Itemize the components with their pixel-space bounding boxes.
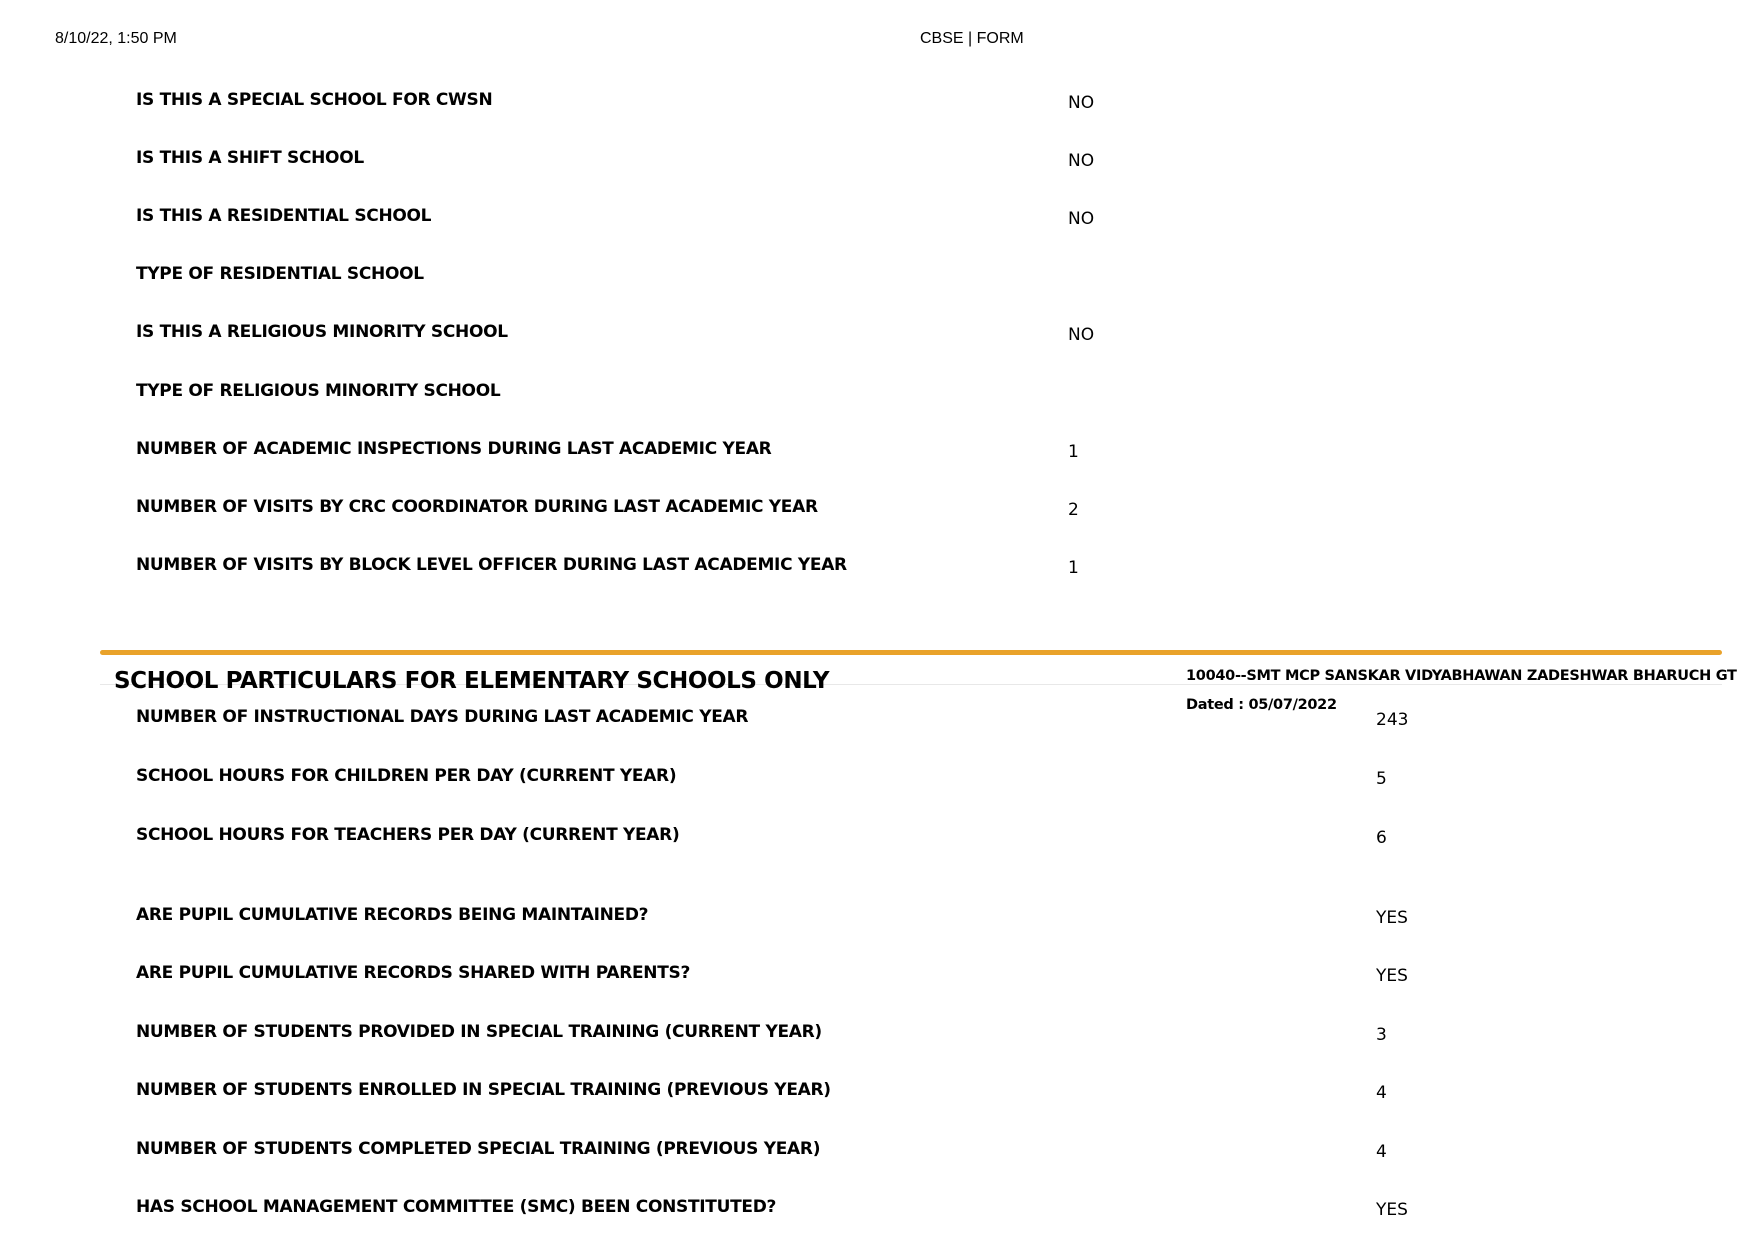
form-row: [0, 825, 1754, 855]
form-row: [0, 90, 1754, 120]
field-label: TYPE OF RESIDENTIAL SCHOOL: [136, 264, 424, 284]
field-value: 3: [1376, 1025, 1387, 1045]
field-value: 4: [1376, 1083, 1387, 1103]
field-value: NO: [1068, 151, 1095, 171]
form-row: [0, 1022, 1754, 1052]
field-label: SCHOOL HOURS FOR TEACHERS PER DAY (CURRENT YEAR): [136, 825, 680, 845]
field-label: NUMBER OF STUDENTS COMPLETED SPECIAL TRAINING (PREVIOUS YEAR): [136, 1139, 821, 1159]
field-value: 243: [1376, 710, 1409, 730]
field-label: NUMBER OF STUDENTS ENROLLED IN SPECIAL TRAINING (PREVIOUS YEAR): [136, 1080, 831, 1100]
form-row: [0, 905, 1754, 935]
school-name: 10040--SMT MCP SANSKAR VIDYABHAWAN ZADESHWAR BHARUCH GT: [1186, 668, 1737, 684]
field-label: NUMBER OF STUDENTS PROVIDED IN SPECIAL TRAINING (CURRENT YEAR): [136, 1022, 822, 1042]
form-row: [0, 148, 1754, 178]
form-row: [0, 1080, 1754, 1110]
field-label: NUMBER OF INSTRUCTIONAL DAYS DURING LAST ACADEMIC YEAR: [136, 707, 749, 727]
form-row: [0, 766, 1754, 796]
field-value: YES: [1376, 966, 1408, 986]
form-row: [0, 206, 1754, 236]
section-title: SCHOOL PARTICULARS FOR ELEMENTARY SCHOOLS ONLY: [114, 668, 830, 694]
field-value: NO: [1068, 325, 1095, 345]
field-label: IS THIS A SHIFT SCHOOL: [136, 148, 364, 168]
print-date: 8/10/22, 1:50 PM: [55, 30, 177, 47]
school-dated: Dated : 05/07/2022: [1186, 697, 1337, 713]
field-value: 2: [1068, 500, 1079, 520]
field-label: IS THIS A SPECIAL SCHOOL FOR CWSN: [136, 90, 493, 110]
field-label: TYPE OF RELIGIOUS MINORITY SCHOOL: [136, 381, 501, 401]
field-value: NO: [1068, 93, 1095, 113]
field-label: IS THIS A RELIGIOUS MINORITY SCHOOL: [136, 322, 508, 342]
form-row: [0, 1197, 1754, 1227]
form-row: [0, 497, 1754, 527]
form-row: [0, 322, 1754, 352]
field-label: ARE PUPIL CUMULATIVE RECORDS BEING MAINTAINED?: [136, 905, 649, 925]
field-label: NUMBER OF VISITS BY BLOCK LEVEL OFFICER DURING LAST ACADEMIC YEAR: [136, 555, 847, 575]
field-value: 4: [1376, 1142, 1387, 1162]
field-label: NUMBER OF ACADEMIC INSPECTIONS DURING LAST ACADEMIC YEAR: [136, 439, 772, 459]
print-title: CBSE | FORM: [920, 30, 1024, 47]
field-label: SCHOOL HOURS FOR CHILDREN PER DAY (CURRENT YEAR): [136, 766, 677, 786]
field-label: NUMBER OF VISITS BY CRC COORDINATOR DURING LAST ACADEMIC YEAR: [136, 497, 818, 517]
field-label: IS THIS A RESIDENTIAL SCHOOL: [136, 206, 432, 226]
form-row: [0, 1139, 1754, 1169]
form-row: [0, 264, 1754, 294]
form-row: [0, 555, 1754, 585]
section-divider: [100, 650, 1722, 655]
field-value: NO: [1068, 209, 1095, 229]
form-row: [0, 381, 1754, 411]
field-value: YES: [1376, 908, 1408, 928]
form-row: [0, 963, 1754, 993]
field-value: 1: [1068, 442, 1079, 462]
field-label: ARE PUPIL CUMULATIVE RECORDS SHARED WITH PARENTS?: [136, 963, 691, 983]
field-value: 1: [1068, 558, 1079, 578]
field-label: HAS SCHOOL MANAGEMENT COMMITTEE (SMC) BEEN CONSTITUTED?: [136, 1197, 777, 1217]
field-value: 6: [1376, 828, 1387, 848]
field-value: 5: [1376, 769, 1387, 789]
form-row: [0, 439, 1754, 469]
form-row: [0, 707, 1754, 737]
field-value: YES: [1376, 1200, 1408, 1220]
